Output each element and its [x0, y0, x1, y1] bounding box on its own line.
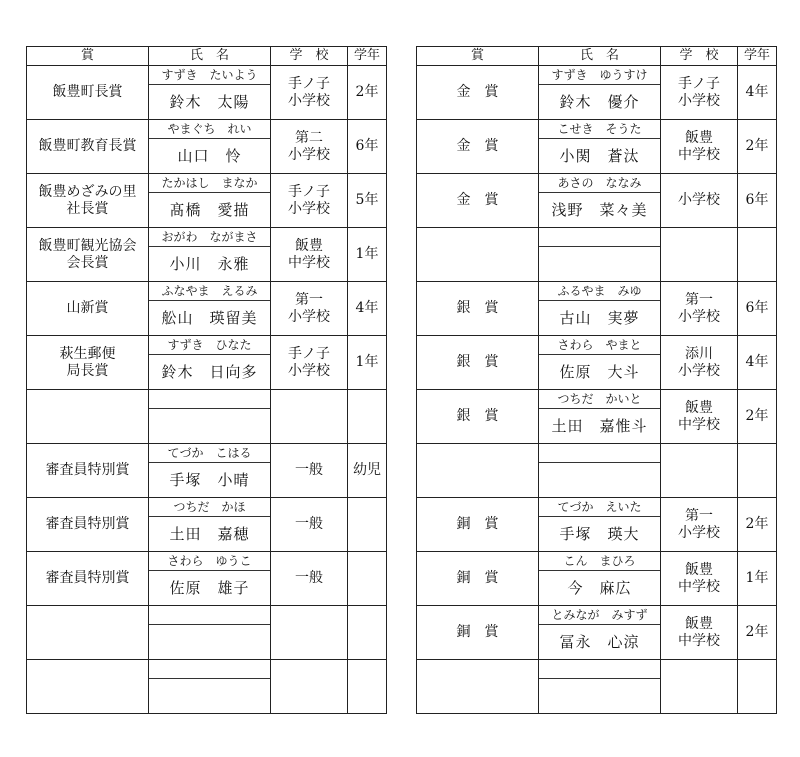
award-cell [417, 336, 539, 390]
name-reading: つちだ かほ [149, 498, 270, 517]
award-line: 審査員特別賞 [45, 570, 130, 586]
header-name: 氏 名 [539, 47, 661, 66]
table-row [417, 336, 777, 390]
award-line: 金 賞 [456, 192, 499, 208]
grade-cell: 6年 [348, 120, 387, 174]
grade-cell [348, 660, 387, 714]
name-kanji [149, 409, 270, 443]
award-line: 審査員特別賞 [45, 462, 130, 478]
school-cell [271, 282, 348, 336]
header-grade: 学年 [738, 47, 777, 66]
name-cell [539, 66, 661, 120]
table-row [27, 66, 387, 120]
award-cell [417, 120, 539, 174]
award-line: 銅 賞 [456, 516, 499, 532]
award-line: 飯豊町教育長賞 [38, 138, 137, 154]
award-cell [27, 282, 149, 336]
name-reading: ふるやま みゆ [539, 282, 660, 301]
header-row [27, 47, 387, 66]
name-cell [539, 228, 661, 282]
grade-cell [348, 552, 387, 606]
table-row [417, 390, 777, 444]
school-line: 小学校 [288, 146, 330, 163]
name-kanji: 佐原 雄子 [169, 579, 250, 597]
school-line: 中学校 [678, 416, 720, 433]
school-cell [271, 606, 348, 660]
name-kanji: 小川 永雅 [169, 255, 250, 273]
grade-cell: 2年 [348, 66, 387, 120]
name-kanji: 小関 蒼汰 [559, 147, 640, 165]
grade-cell: 6年 [738, 174, 777, 228]
school-cell [661, 174, 738, 228]
grade-cell [738, 444, 777, 498]
school-cell [661, 120, 738, 174]
name-kanji: 土田 嘉穂 [169, 525, 250, 543]
award-cell [27, 498, 149, 552]
table-row [27, 552, 387, 606]
award-table-left [26, 46, 387, 714]
award-line: 飯豊町観光協会 [38, 237, 137, 254]
school-cell [271, 174, 348, 228]
header-row [417, 47, 777, 66]
award-line: 会長賞 [66, 254, 109, 271]
award-line: 銅 賞 [456, 570, 499, 586]
header-award: 賞 [417, 47, 539, 66]
name-kanji: 手塚 小晴 [169, 471, 250, 489]
award-line: 山新賞 [66, 300, 109, 316]
award-line: 社長賞 [66, 200, 109, 217]
name-reading: すずき たいよう [149, 66, 270, 85]
school-cell [271, 660, 348, 714]
grade-cell: 1年 [738, 552, 777, 606]
name-reading [539, 660, 660, 679]
award-cell [417, 66, 539, 120]
grade-cell [348, 498, 387, 552]
name-reading: てづか えいた [539, 498, 660, 517]
award-cell [27, 552, 149, 606]
name-kanji [149, 625, 270, 659]
table-row [417, 120, 777, 174]
school-line: 小学校 [288, 92, 330, 109]
table-row [417, 444, 777, 498]
school-line: 第一 [685, 507, 713, 524]
name-kanji: 冨永 心涼 [559, 633, 640, 651]
name-cell [149, 66, 271, 120]
school-line: 小学校 [678, 362, 720, 379]
school-line: 第二 [295, 129, 323, 146]
award-cell [417, 444, 539, 498]
name-reading: すずき ゆうすけ [539, 66, 660, 85]
award-line: 銀 賞 [456, 354, 499, 370]
school-cell [661, 228, 738, 282]
school-cell [271, 444, 348, 498]
table-row [27, 282, 387, 336]
name-cell [149, 390, 271, 444]
school-cell [271, 498, 348, 552]
name-reading: さわら やまと [539, 336, 660, 355]
school-line: 小学校 [678, 524, 720, 541]
grade-cell: 2年 [738, 120, 777, 174]
school-cell [661, 390, 738, 444]
name-kanji: 山口 怜 [177, 147, 242, 165]
award-line: 銀 賞 [456, 408, 499, 424]
name-reading: つちだ かいと [539, 390, 660, 409]
school-cell [271, 66, 348, 120]
name-kanji: 手塚 瑛大 [559, 525, 640, 543]
name-reading [539, 444, 660, 463]
award-cell [27, 120, 149, 174]
school-line: 手ノ子 [288, 75, 330, 92]
name-kanji [539, 679, 660, 713]
school-line: 飯豊 [685, 129, 713, 146]
school-line: 中学校 [678, 578, 720, 595]
grade-cell: 幼児 [348, 444, 387, 498]
name-kanji: 今 麻広 [567, 579, 632, 597]
award-line: 局長賞 [66, 362, 109, 379]
school-cell [271, 552, 348, 606]
name-reading: とみなが みすず [539, 606, 660, 625]
table-row [417, 552, 777, 606]
name-reading: さわら ゆうこ [149, 552, 270, 571]
name-cell [149, 228, 271, 282]
school-cell [661, 282, 738, 336]
grade-cell: 5年 [348, 174, 387, 228]
school-line: 一般 [295, 570, 323, 586]
school-line: 中学校 [678, 146, 720, 163]
grade-cell: 4年 [738, 66, 777, 120]
name-reading: おがわ ながまさ [149, 228, 270, 247]
name-reading: やまぐち れい [149, 120, 270, 139]
grade-cell: 2年 [738, 498, 777, 552]
school-line: 第一 [295, 291, 323, 308]
table-row [417, 660, 777, 714]
award-line: 金 賞 [456, 84, 499, 100]
school-line: 手ノ子 [288, 345, 330, 362]
name-kanji: 鈴木 優介 [559, 93, 640, 111]
name-kanji: 髙橋 愛描 [169, 201, 250, 219]
school-line: 小学校 [678, 92, 720, 109]
school-line: 小学校 [288, 308, 330, 325]
name-cell [539, 552, 661, 606]
school-line: 小学校 [288, 362, 330, 379]
school-line: 飯豊 [295, 237, 323, 254]
school-line: 小学校 [678, 308, 720, 325]
grade-cell: 4年 [348, 282, 387, 336]
award-cell [417, 660, 539, 714]
school-cell [271, 120, 348, 174]
name-cell [149, 120, 271, 174]
award-cell [27, 66, 149, 120]
table-row [27, 444, 387, 498]
name-kanji [149, 679, 270, 713]
name-cell [149, 660, 271, 714]
school-cell [661, 336, 738, 390]
name-cell [149, 174, 271, 228]
school-line: 飯豊 [685, 615, 713, 632]
name-cell [539, 498, 661, 552]
grade-cell: 4年 [738, 336, 777, 390]
grade-cell: 2年 [738, 390, 777, 444]
name-reading: ふなやま えるみ [149, 282, 270, 301]
award-cell [417, 552, 539, 606]
school-line: 一般 [295, 516, 323, 532]
table-row [417, 282, 777, 336]
school-line: 手ノ子 [288, 183, 330, 200]
school-cell [661, 606, 738, 660]
grade-cell [348, 606, 387, 660]
name-kanji: 佐原 大斗 [559, 363, 640, 381]
name-cell [149, 606, 271, 660]
award-cell [27, 606, 149, 660]
name-kanji: 古山 実夢 [559, 309, 640, 327]
award-cell [417, 390, 539, 444]
header-award: 賞 [27, 47, 149, 66]
grade-cell: 1年 [348, 228, 387, 282]
table-row [27, 174, 387, 228]
table-row [27, 498, 387, 552]
award-cell [417, 282, 539, 336]
grade-cell [738, 660, 777, 714]
award-cell [27, 390, 149, 444]
award-cell [27, 660, 149, 714]
grade-cell [738, 228, 777, 282]
award-line: 金 賞 [456, 138, 499, 154]
table-row [27, 336, 387, 390]
name-reading: こん まひろ [539, 552, 660, 571]
name-cell [149, 444, 271, 498]
award-cell [417, 228, 539, 282]
table-row [27, 390, 387, 444]
name-cell [539, 444, 661, 498]
school-line: 小学校 [678, 192, 720, 208]
name-reading [149, 660, 270, 679]
name-cell [149, 282, 271, 336]
school-cell [661, 444, 738, 498]
table-row [417, 606, 777, 660]
table-row [417, 498, 777, 552]
header-school: 学 校 [271, 47, 348, 66]
table-row [27, 120, 387, 174]
name-cell [539, 660, 661, 714]
name-cell [539, 336, 661, 390]
table-row [417, 66, 777, 120]
name-kanji: 土田 嘉惟斗 [551, 417, 648, 435]
grade-cell: 2年 [738, 606, 777, 660]
name-reading [149, 606, 270, 625]
award-table-right [416, 46, 777, 714]
school-line: 第一 [685, 291, 713, 308]
name-cell [539, 120, 661, 174]
name-kanji: 浅野 菜々美 [551, 201, 648, 219]
award-cell [417, 498, 539, 552]
award-line: 銅 賞 [456, 624, 499, 640]
award-line: 飯豊めざみの里 [38, 183, 137, 200]
school-line: 一般 [295, 462, 323, 478]
name-reading: てづか こはる [149, 444, 270, 463]
award-line: 審査員特別賞 [45, 516, 130, 532]
name-reading: すずき ひなた [149, 336, 270, 355]
name-reading: こせき そうた [539, 120, 660, 139]
grade-cell [348, 390, 387, 444]
name-cell [539, 282, 661, 336]
table-row [27, 660, 387, 714]
school-cell [271, 336, 348, 390]
award-line: 萩生郵便 [59, 345, 116, 362]
school-cell [661, 660, 738, 714]
school-cell [661, 66, 738, 120]
header-grade: 学年 [348, 47, 387, 66]
award-cell [417, 606, 539, 660]
school-cell [661, 552, 738, 606]
award-line: 銀 賞 [456, 300, 499, 316]
name-cell [149, 552, 271, 606]
award-line: 飯豊町長賞 [52, 84, 123, 100]
name-cell [539, 606, 661, 660]
school-line: 飯豊 [685, 399, 713, 416]
school-cell [271, 390, 348, 444]
name-reading [539, 228, 660, 247]
award-cell [27, 336, 149, 390]
name-kanji: 鈴木 日向多 [161, 363, 258, 381]
grade-cell: 6年 [738, 282, 777, 336]
name-kanji [539, 247, 660, 281]
table-row [417, 174, 777, 228]
name-reading [149, 390, 270, 409]
award-cell [27, 228, 149, 282]
name-kanji: 舩山 瑛留美 [161, 309, 258, 327]
school-line: 中学校 [288, 254, 330, 271]
award-cell [27, 444, 149, 498]
name-reading: たかはし まなか [149, 174, 270, 193]
school-line: 小学校 [288, 200, 330, 217]
header-school: 学 校 [661, 47, 738, 66]
school-cell [661, 498, 738, 552]
name-cell [539, 174, 661, 228]
school-line: 飯豊 [685, 561, 713, 578]
award-cell [27, 174, 149, 228]
name-reading: あさの ななみ [539, 174, 660, 193]
name-kanji: 鈴木 太陽 [169, 93, 250, 111]
school-cell [271, 228, 348, 282]
grade-cell: 1年 [348, 336, 387, 390]
header-name: 氏 名 [149, 47, 271, 66]
school-line: 手ノ子 [678, 75, 720, 92]
table-row [27, 228, 387, 282]
school-line: 中学校 [678, 632, 720, 649]
name-cell [149, 498, 271, 552]
table-row [27, 606, 387, 660]
name-cell [539, 390, 661, 444]
school-line: 添川 [685, 345, 713, 362]
award-cell [417, 174, 539, 228]
name-cell [149, 336, 271, 390]
table-row [417, 228, 777, 282]
name-kanji [539, 463, 660, 497]
